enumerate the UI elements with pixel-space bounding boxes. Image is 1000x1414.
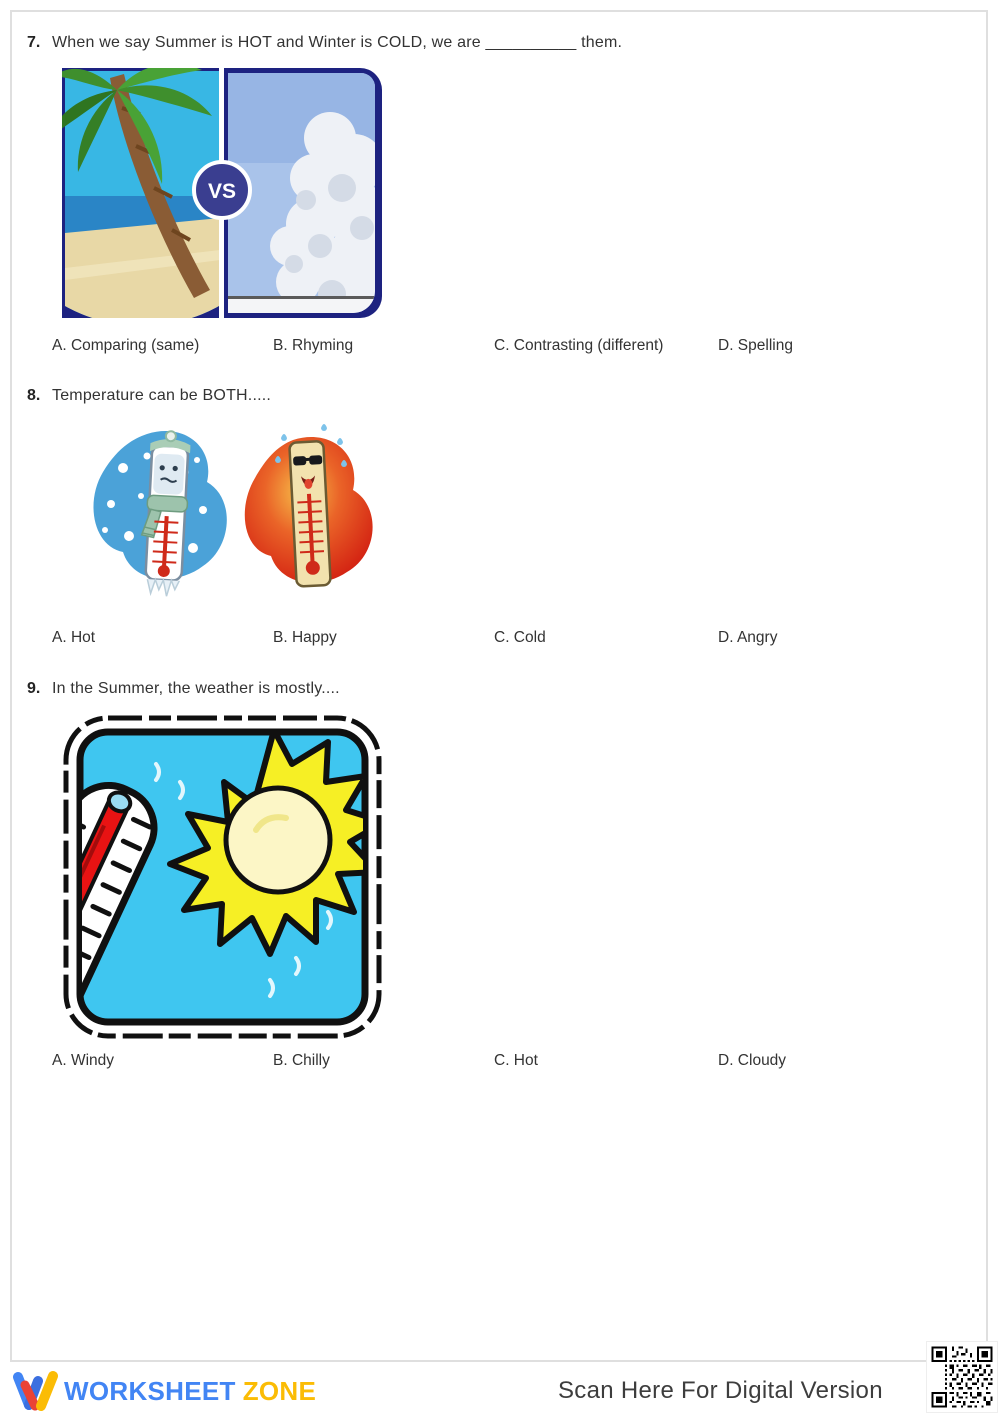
q9-option-b: B. Chilly	[273, 1052, 330, 1069]
question-8-options	[0, 629, 978, 651]
q9-option-a: A. Windy	[52, 1052, 115, 1069]
question-7-text: When we say Summer is HOT and Winter is COLD, we are __________ them.	[52, 34, 623, 51]
logo-worksheet-label: WORKSHEET	[64, 1375, 236, 1406]
q7-option-d: D. Spelling	[718, 337, 793, 354]
worksheetzone-logo	[12, 1368, 316, 1414]
question-9-options	[0, 1052, 978, 1074]
q7-option-a: A. Comparing (same)	[52, 337, 200, 354]
question-8-text: Temperature can be BOTH.....	[52, 387, 272, 404]
question-9-number: 9.	[27, 680, 41, 697]
q8-option-c: C. Cold	[494, 629, 546, 646]
q8-option-a: A. Hot	[52, 629, 96, 646]
question-7-image-summer-vs-winter	[62, 68, 382, 318]
sun-thermometer-illustration	[60, 712, 385, 1042]
hot-cold-thermometers-illustration	[85, 420, 383, 610]
question-8-image-hot-cold-thermometers	[85, 420, 383, 610]
question-7-options	[0, 337, 978, 359]
q7-option-c: C. Contrasting (different)	[494, 337, 664, 354]
qr-code	[927, 1342, 997, 1412]
worksheetzone-logo-icon	[12, 1370, 58, 1412]
q9-option-c: C. Hot	[494, 1052, 538, 1069]
qr-code-pattern	[929, 1344, 995, 1410]
question-7-number: 7.	[27, 34, 41, 51]
q8-option-d: D. Angry	[718, 629, 778, 646]
summer-vs-winter-illustration	[62, 68, 382, 318]
q8-option-b: B. Happy	[273, 629, 337, 646]
question-9-text: In the Summer, the weather is mostly....	[52, 680, 340, 697]
q9-option-d: D. Cloudy	[718, 1052, 787, 1069]
vs-badge-label: VS	[207, 180, 237, 203]
scan-here-text: Scan Here For Digital Version	[558, 1377, 883, 1404]
hot-thermometer	[289, 441, 330, 587]
question-9-image-sun-thermometer	[60, 712, 385, 1042]
worksheetzone-logo-text	[64, 1376, 316, 1407]
q7-option-b: B. Rhyming	[273, 337, 354, 354]
question-8-number: 8.	[27, 387, 41, 404]
vs-badge	[194, 162, 250, 218]
logo-zone-label: ZONE	[242, 1375, 317, 1406]
